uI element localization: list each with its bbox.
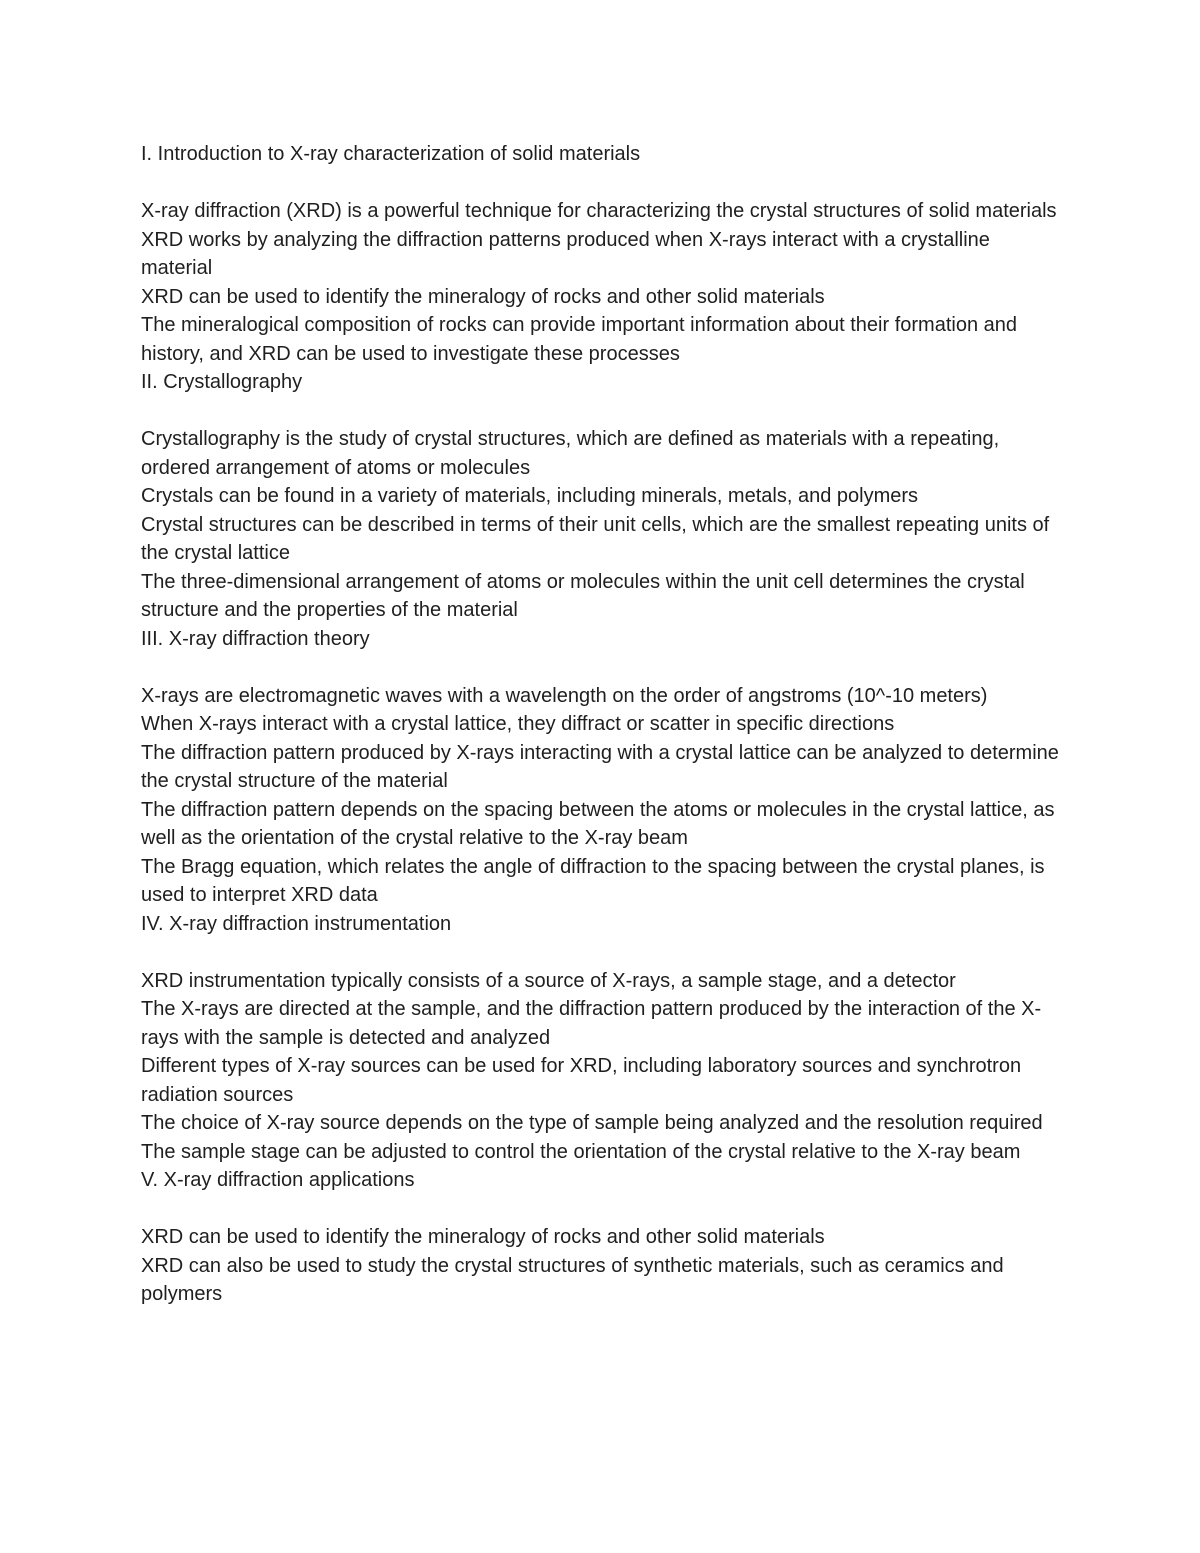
paragraph: Crystals can be found in a variety of materials, including minerals, metals, and polymers [141,485,919,507]
paragraph: Crystal structures can be described in terms of their unit cells, which are the smallest repeating units of the crystal lattice [141,513,1050,564]
section-heading: I. Introduction to X-ray characterization of solid materials [141,143,641,165]
blank-line [141,169,1066,198]
paragraph: XRD instrumentation typically consists of a source of X-rays, a sample stage, and a detector [141,969,956,992]
paragraph: XRD can be used to identify the mineralogy of rocks and other solid materials [141,285,825,308]
section-crystallography [141,368,1066,625]
blank-line [141,397,1066,426]
paragraph: The choice of X-ray source depends on the type of sample being analyzed and the resolution required [141,1112,1043,1134]
paragraph: Different types of X-ray sources can be used for XRD, including laboratory sources and synchrotron radiation sources [141,1055,1022,1106]
paragraph: XRD works by analyzing the diffraction patterns produced when X-rays interact with a crystalline material [141,228,990,279]
paragraph: When X-rays interact with a crystal lattice, they diffract or scatter in specific directions [141,713,895,735]
paragraph: X-ray diffraction (XRD) is a powerful technique for characterizing the crystal structures of solid materials [141,200,1057,222]
paragraph: The sample stage can be adjusted to control the orientation of the crystal relative to the X-ray beam [141,1140,1021,1163]
paragraph: The three-dimensional arrangement of atoms or molecules within the unit cell determines the crystal structure and the properties of the material [141,570,1025,621]
section-diffraction-theory [141,625,1066,910]
paragraph: Crystallography is the study of crystal structures, which are defined as materials with a repeating, ordered arrangement of atoms or molecules [141,428,1000,479]
blank-line [141,1195,1066,1224]
blank-line [141,653,1066,682]
paragraph: The X-rays are directed at the sample, and the diffraction pattern produced by the interaction of the X-rays with the sample is detected and analyzed [141,998,1042,1049]
section-heading: IV. X-ray diffraction instrumentation [141,912,452,935]
paragraph: The diffraction pattern depends on the spacing between the atoms or molecules in the crystal lattice, as well as the orientation of the crystal relative to the X-ray beam [141,798,1055,849]
paragraph: The diffraction pattern produced by X-rays interacting with a crystal lattice can be analyzed to determine the crystal structure of the material [141,741,1059,792]
section-introduction [141,140,1066,368]
section-heading: III. X-ray diffraction theory [141,627,370,650]
section-heading: V. X-ray diffraction applications [141,1169,415,1191]
section-applications [141,1166,1066,1309]
paragraph: XRD can be used to identify the mineralogy of rocks and other solid materials [141,1226,825,1248]
paragraph: XRD can also be used to study the crystal structures of synthetic materials, such as ceramics and polymers [141,1254,1004,1305]
paragraph: X-rays are electromagnetic waves with a wavelength on the order of angstroms (10^-10 meters) [141,684,988,707]
paragraph: The Bragg equation, which relates the angle of diffraction to the spacing between the crystal planes, is used to interpret XRD data [141,855,1045,906]
section-heading: II. Crystallography [141,371,303,393]
section-instrumentation [141,910,1066,1167]
document-body [141,140,1066,1309]
blank-line [141,938,1066,967]
paragraph: The mineralogical composition of rocks can provide important information about their formation and history, and XRD can be used to investigate these processes [141,314,1017,365]
